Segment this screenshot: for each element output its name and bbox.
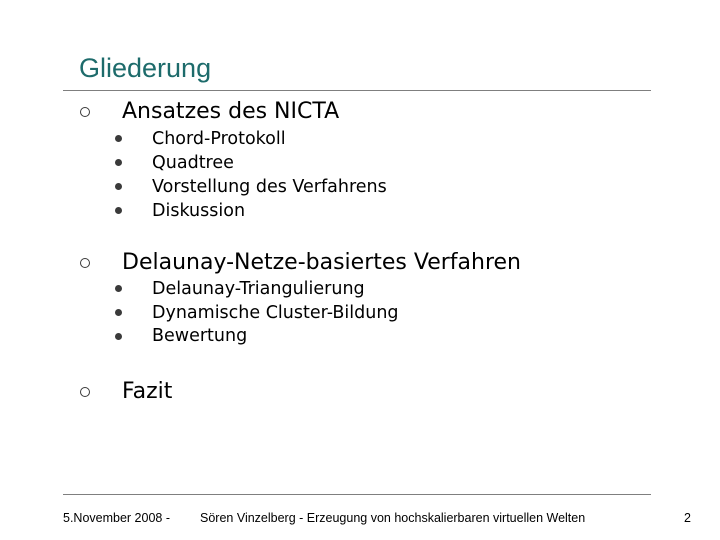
hollow-circle-bullet-icon — [80, 258, 90, 268]
hollow-circle-bullet-icon — [80, 387, 90, 397]
section-heading: Ansatzes des NICTA — [122, 99, 340, 124]
dot-bullet-icon — [115, 309, 122, 316]
dot-bullet-icon — [115, 135, 122, 142]
list-item: Dynamische Cluster-Bildung — [152, 303, 399, 323]
list-item: Quadtree — [152, 153, 234, 173]
list-item: Delaunay-Triangulierung — [152, 279, 365, 299]
hollow-circle-bullet-icon — [80, 107, 90, 117]
dot-bullet-icon — [115, 285, 122, 292]
list-item: Diskussion — [152, 201, 246, 221]
title-divider — [63, 90, 651, 91]
dot-bullet-icon — [115, 207, 122, 214]
page-number: 2 — [684, 511, 691, 525]
dot-bullet-icon — [115, 159, 122, 166]
list-item: Vorstellung des Verfahrens — [152, 177, 387, 197]
footer-date: 5.November 2008 - — [63, 511, 171, 525]
list-item: Chord-Protokoll — [152, 129, 286, 149]
section-heading: Delaunay-Netze-basiertes Verfahren — [122, 250, 521, 275]
footer-divider — [63, 494, 651, 495]
slide-title: Gliederung — [79, 53, 212, 83]
dot-bullet-icon — [115, 183, 122, 190]
list-item: Bewertung — [152, 326, 248, 346]
footer-text: Sören Vinzelberg - Erzeugung von hochskalierbaren virtuellen Welten — [200, 511, 586, 525]
dot-bullet-icon — [115, 333, 122, 340]
section-heading: Fazit — [122, 379, 173, 404]
